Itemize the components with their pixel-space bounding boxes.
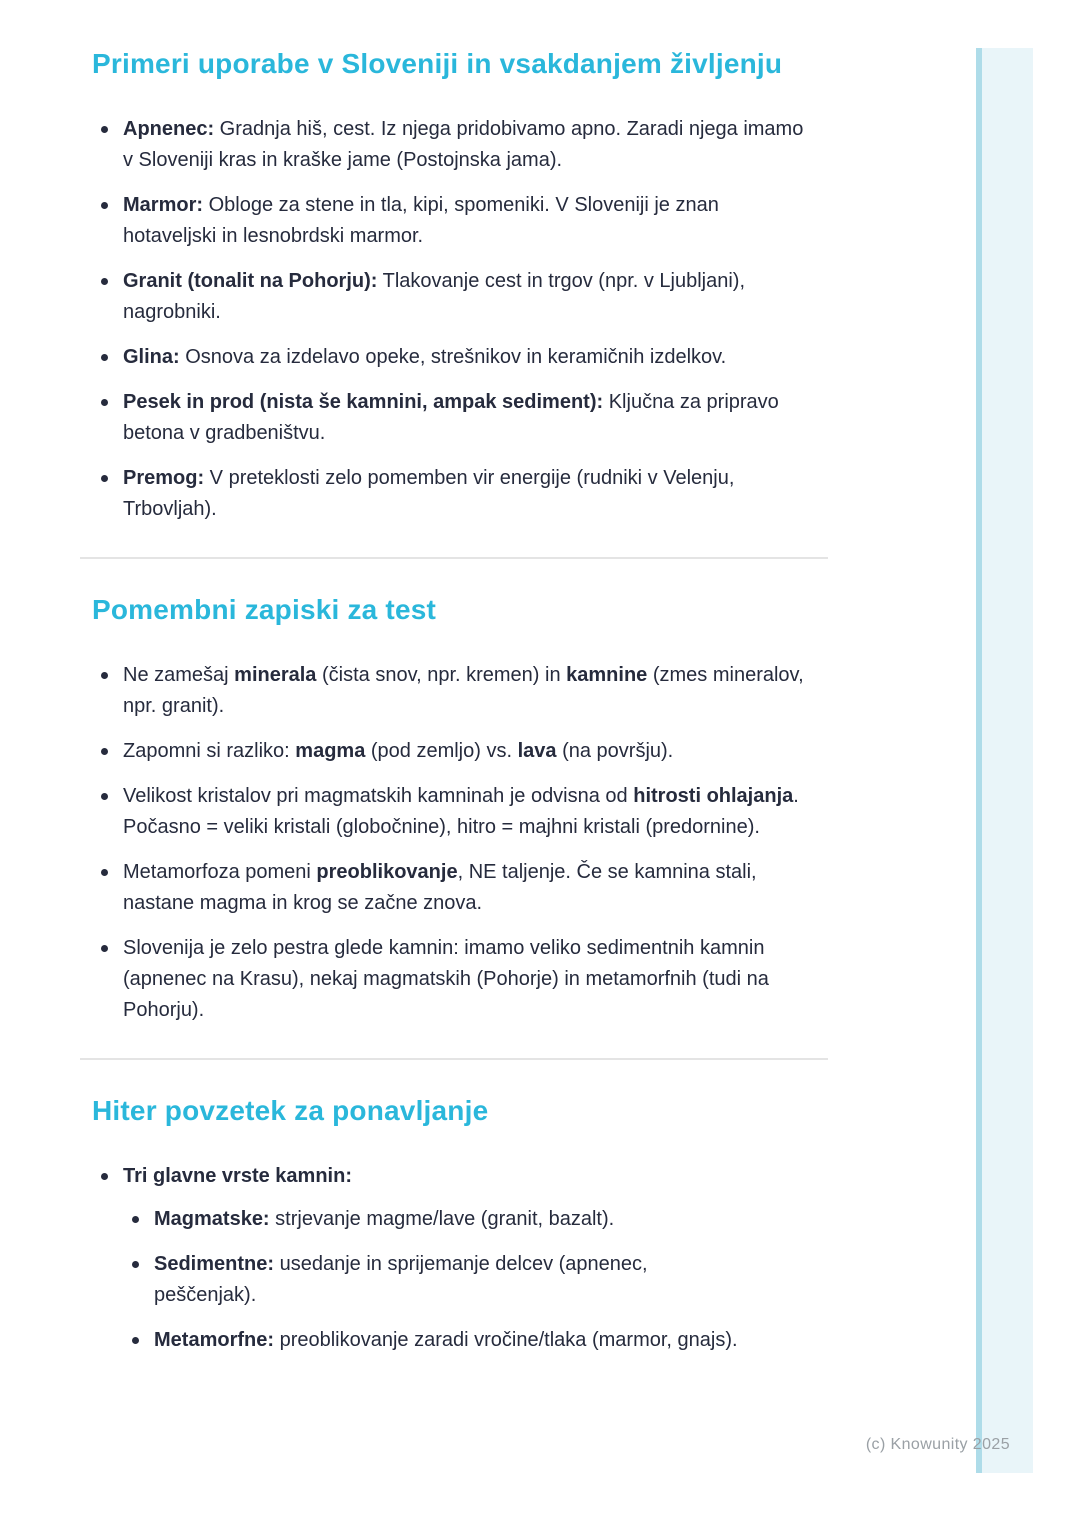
list-item-text: [123, 467, 734, 520]
section-heading-quick-summary: Hiter povzetek za ponavljanje: [92, 1095, 489, 1126]
text: strjevanje magme/lave (granit, bazalt).: [269, 1208, 615, 1230]
nested-list-item: [123, 1204, 743, 1235]
list-item-text: [123, 937, 769, 1021]
text: , NE taljenje. Če se kamnina stali, nastane magma in krog se začne znova.: [123, 861, 757, 914]
list-item-text: [123, 270, 745, 323]
bold-text: Magmatske:: [154, 1208, 270, 1230]
text: Gradnja hiš, cest. Iz njega pridobivamo apno. Zaradi njega imamo v Sloveniji kras in kraške jame (Postojnska jama).: [123, 118, 804, 171]
list-item-text: [123, 664, 804, 717]
list-item: [92, 387, 807, 449]
section-heading-usage: Primeri uporabe v Sloveniji in vsakdanjem življenju: [92, 48, 783, 79]
list-item: [92, 190, 807, 252]
bold-text: Tri glavne vrste kamnin:: [123, 1165, 352, 1187]
nested-bullet-list: [123, 1204, 743, 1356]
bold-text: Premog:: [123, 467, 205, 489]
bold-text: Pesek in prod (nista še kamnini, ampak sediment):: [123, 391, 604, 413]
bullet-icon: [101, 126, 108, 133]
side-stripe: [976, 48, 1033, 1473]
list-item: [92, 736, 807, 767]
bold-text: kamnine: [566, 664, 648, 686]
list-item: [92, 660, 807, 722]
list-item-text: [154, 1208, 614, 1230]
list-item-text: [123, 391, 779, 444]
list-item: [92, 266, 807, 328]
bold-text: minerala: [234, 664, 317, 686]
bullet-icon: [101, 278, 108, 285]
bullet-icon: [101, 672, 108, 679]
text: (čista snov, npr. kremen) in: [316, 664, 567, 686]
watermark: (c) Knowunity 2025: [865, 1436, 1010, 1453]
bold-text: hitrosti ohlajanja: [633, 785, 794, 807]
text: Zapomni si razliko:: [123, 740, 296, 762]
bullet-icon: [101, 793, 108, 800]
text: Tlakovanje cest in trgov (npr. v Ljubljani), nagrobniki.: [123, 270, 746, 323]
bullet-icon: [101, 869, 108, 876]
bullet-icon: [132, 1337, 139, 1344]
bold-text: Apnenec:: [123, 118, 215, 140]
text: Obloge za stene in tla, kipi, spomeniki. V Sloveniji je znan hotaveljski in lesnobrdski marmor.: [123, 194, 719, 247]
bold-text: Metamorfne:: [154, 1329, 275, 1351]
section-usage-examples: [92, 46, 807, 525]
text: (zmes mineralov, npr. granit).: [123, 664, 804, 717]
bullet-icon: [101, 748, 108, 755]
bold-text: Sedimentne:: [154, 1253, 275, 1275]
list-item: [92, 114, 807, 176]
bold-text: magma: [295, 740, 366, 762]
list-item: [92, 781, 807, 843]
bullet-icon: [101, 475, 108, 482]
list-item-text: [123, 785, 799, 838]
text: (na površju).: [556, 740, 674, 762]
text: preoblikovanje zaradi vročine/tlaka (marmor, gnajs).: [274, 1329, 738, 1351]
section-divider: [80, 1058, 828, 1060]
list-item: [92, 857, 807, 919]
text: Velikost kristalov pri magmatskih kamninah je odvisna od: [123, 785, 634, 807]
nested-list-item: [123, 1249, 743, 1311]
bullet-list-usage: [92, 114, 807, 525]
list-item-text: [123, 118, 803, 171]
bullet-icon: [101, 354, 108, 361]
document-content: [92, 46, 807, 1356]
bullet-icon: [101, 399, 108, 406]
list-item-text: [154, 1329, 738, 1351]
nested-list-item: [123, 1325, 743, 1356]
text: usedanje in sprijemanje delcev (apnenec, peščenjak).: [154, 1253, 648, 1306]
list-item-text: [123, 194, 719, 247]
list-item-text: [123, 740, 673, 762]
bullet-list-quick-summary: [92, 1161, 807, 1356]
list-item-text: [123, 1165, 352, 1187]
section-divider: [80, 557, 828, 559]
list-item-text: [154, 1253, 648, 1306]
list-item: [92, 933, 807, 1026]
bullet-list-test-notes: [92, 660, 807, 1026]
list-item: [92, 463, 807, 525]
list-item-text: [123, 346, 726, 368]
list-item: [92, 1161, 807, 1356]
text: V preteklosti zelo pomemben vir energije (rudniki v Velenju, Trbovljah).: [123, 467, 735, 520]
list-item-text: [123, 861, 757, 914]
bold-text: Marmor:: [123, 194, 204, 216]
bold-text: Granit (tonalit na Pohorju):: [123, 270, 378, 292]
bullet-icon: [101, 202, 108, 209]
section-quick-summary: [92, 1093, 807, 1356]
bullet-icon: [101, 1173, 108, 1180]
bullet-icon: [132, 1261, 139, 1268]
text: Ključna za pripravo betona v gradbeništvu.: [123, 391, 779, 444]
text: (pod zemljo) vs.: [365, 740, 518, 762]
bullet-icon: [101, 945, 108, 952]
section-test-notes: [92, 592, 807, 1026]
bullet-icon: [132, 1216, 139, 1223]
text: Ne zamešaj: [123, 664, 235, 686]
text: Slovenija je zelo pestra glede kamnin: imamo veliko sedimentnih kamnin (apnenec na Krasu), nekaj magmatskih (Pohorje) in metamorfnih (tudi na Pohorju).: [123, 937, 769, 1021]
text: Metamorfoza pomeni: [123, 861, 317, 883]
bold-text: preoblikovanje: [316, 861, 458, 883]
text: Osnova za izdelavo opeke, strešnikov in keramičnih izdelkov.: [179, 346, 727, 368]
text: . Počasno = veliki kristali (globočnine), hitro = majhni kristali (predornine).: [123, 785, 799, 838]
bold-text: lava: [517, 740, 557, 762]
list-item: [92, 342, 807, 373]
section-heading-test-notes: Pomembni zapiski za test: [92, 594, 437, 625]
bold-text: Glina:: [123, 346, 180, 368]
